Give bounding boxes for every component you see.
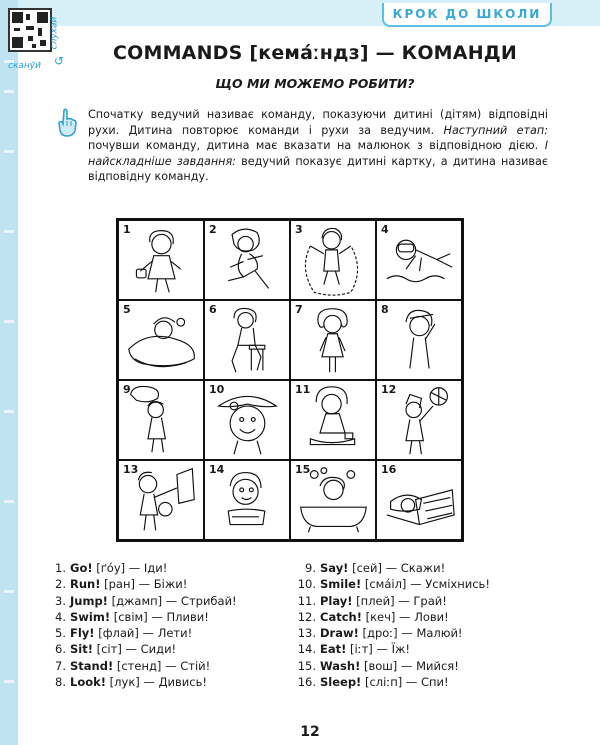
list-item: 10. Smile! [смáіл] — Усміхнись! xyxy=(297,577,490,592)
list-item: 8. Look! [лук] — Дивись! xyxy=(55,675,207,690)
picture-cell[interactable]: 2 xyxy=(204,220,290,300)
list-item: 3. Jump! [джамп] — Стрибай! xyxy=(55,593,237,608)
scan-label: сканўй xyxy=(8,61,41,71)
left-color-band xyxy=(0,0,18,745)
page-number: 12 xyxy=(300,724,320,740)
picture-cell[interactable]: 5 xyxy=(118,300,204,380)
picture-cell[interactable]: 1 xyxy=(118,220,204,300)
picture-cell[interactable]: 8 xyxy=(376,300,462,380)
list-item: 6. Sit! [сіт] — Сиди! xyxy=(55,642,177,657)
list-item: 14. Eat! [іːт] — Їж! xyxy=(297,642,410,657)
picture-cell[interactable]: 12 xyxy=(376,380,462,460)
commands-list-left xyxy=(42,560,237,690)
page-subtitle: ЩО МИ МОЖЕМО РОБИТИ? xyxy=(215,76,415,91)
page-title: COMMANDS [кемáːндз] — КОМАНДИ xyxy=(112,42,518,64)
list-item: 7. Stand! [стенд] — Стій! xyxy=(55,658,211,673)
picture-cell[interactable]: 15 xyxy=(290,460,376,540)
section-tab xyxy=(382,3,552,27)
picture-cell[interactable]: 9 xyxy=(118,380,204,460)
picture-cell[interactable]: 7 xyxy=(290,300,376,380)
section-label: КРОК ДО ШКОЛИ xyxy=(392,7,542,21)
picture-grid xyxy=(116,218,464,542)
list-item: 12. Catch! [кеч] — Лови! xyxy=(297,609,449,624)
instructions: Спочатку ведучий називає команду, показуючи дитині (дітям) відповідні рухи. Дитина повторює команди і рухи за ведучим. Наступний етап: почувши команду, дитина має вказати на малюнок з відповідною дією. І найскладніше завдання: ведучий показує дитині картку, а дитина називає відповідну команду. xyxy=(88,108,548,183)
list-item: 2. Run! [ран] — Біжи! xyxy=(55,577,188,592)
list-item: 5. Fly! [флай] — Лети! xyxy=(55,626,193,641)
list-item: 1. Go! [ґóу] — Іди! xyxy=(55,561,168,575)
list-item: 4. Swim! [свім] — Пливи! xyxy=(55,609,209,624)
picture-cell[interactable]: 16 xyxy=(376,460,462,540)
list-item: 15. Wash! [вош] — Мийся! xyxy=(297,658,459,673)
picture-cell[interactable]: 10 xyxy=(204,380,290,460)
list-item: 16. Sleep! [сліːп] — Спи! xyxy=(297,675,449,690)
list-item: 9. Say! [сей] — Скажи! xyxy=(305,561,446,575)
commands-list-right xyxy=(292,560,490,690)
picture-cell[interactable]: 4 xyxy=(376,220,462,300)
picture-cell[interactable]: 6 xyxy=(204,300,290,380)
listen-label: слухай xyxy=(49,16,60,50)
pointing-hand-icon xyxy=(55,108,79,138)
arrow-icon: ↺ xyxy=(54,54,65,68)
list-item: 11. Play! [плей] — Грай! xyxy=(297,593,447,608)
picture-cell[interactable]: 3 xyxy=(290,220,376,300)
list-item: 13. Draw! [дроː] — Малюй! xyxy=(297,626,463,641)
picture-cell[interactable]: 11 xyxy=(290,380,376,460)
picture-cell[interactable]: 14 xyxy=(204,460,290,540)
picture-cell[interactable]: 13 xyxy=(118,460,204,540)
